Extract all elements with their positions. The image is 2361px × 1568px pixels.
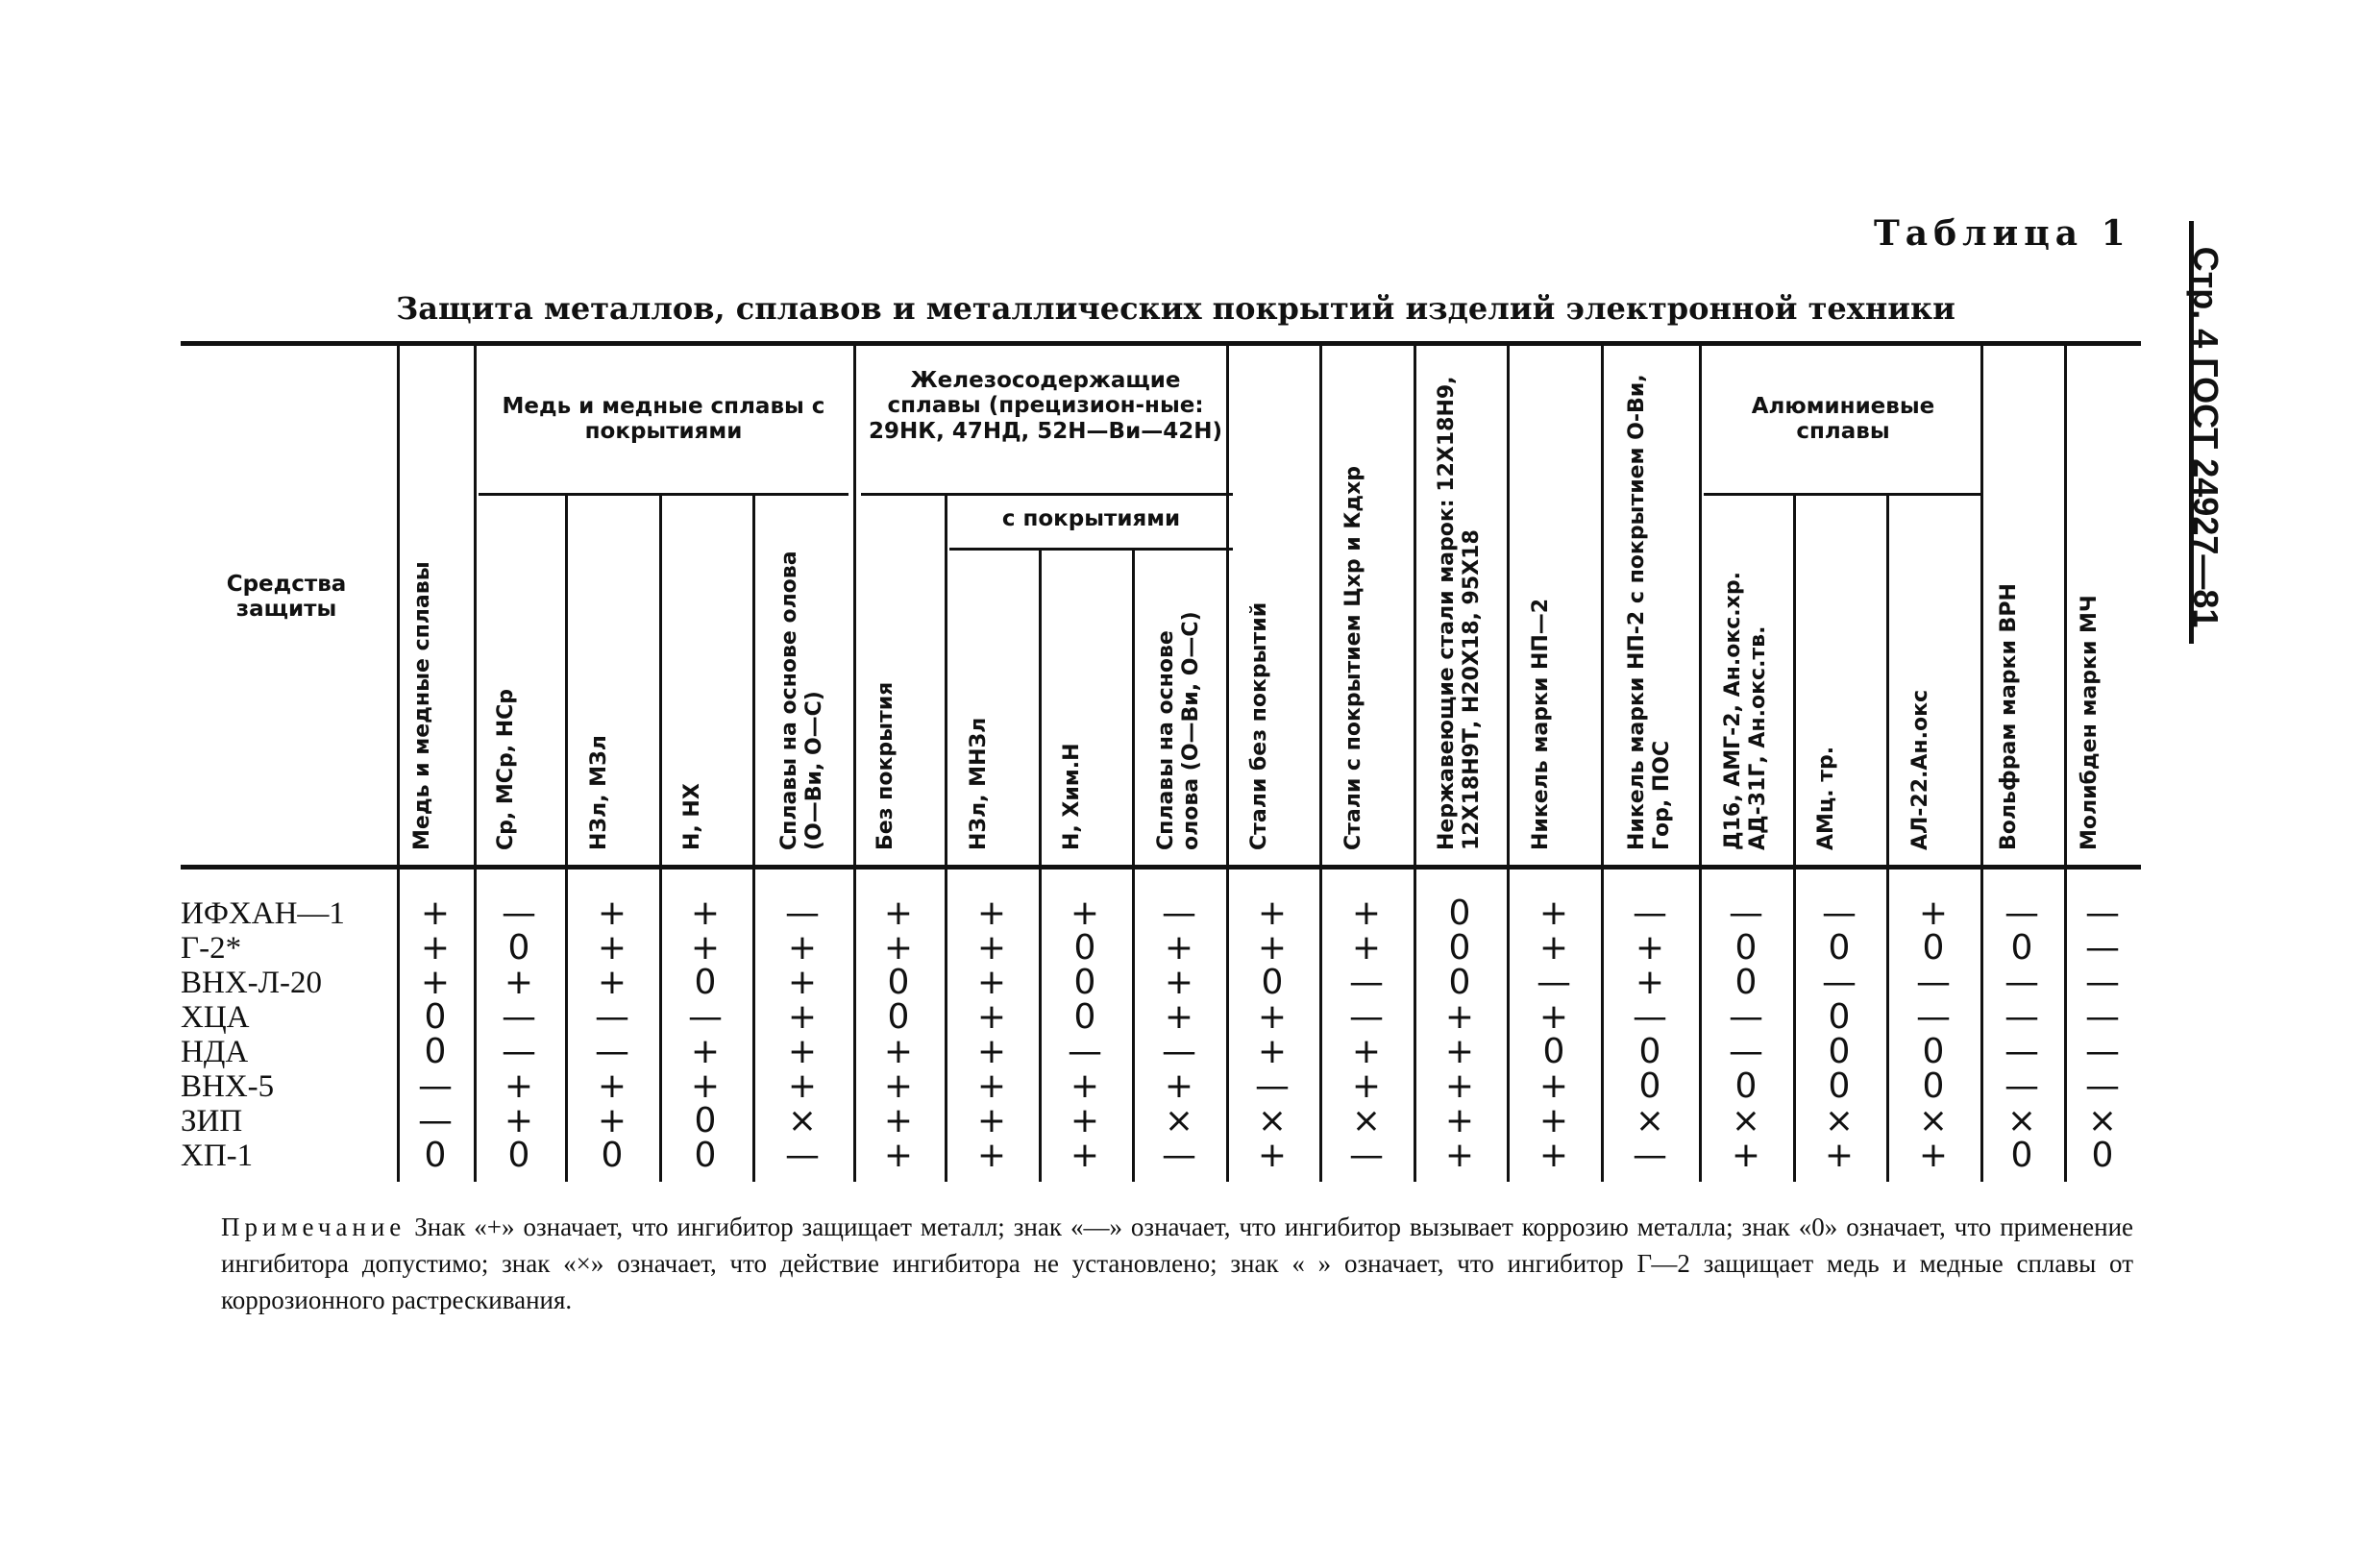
table-cell: +	[1070, 1101, 1100, 1140]
header-vline	[1886, 496, 1889, 865]
table-cell: —	[502, 894, 536, 933]
table-cell: +	[690, 894, 721, 933]
table-cell: —	[418, 1101, 453, 1140]
header-vline	[945, 496, 947, 865]
column-header-text: Молибден марки МЧ	[2078, 595, 2102, 850]
row-label: Г-2*	[181, 931, 242, 966]
column-header-text: Н, Хим.Н	[1060, 743, 1084, 850]
table-cell: +	[883, 1032, 914, 1071]
table-cell: +	[1070, 1136, 1100, 1175]
table-cell: —	[2085, 1066, 2120, 1106]
table-cell: 0	[1448, 963, 1471, 1002]
column-header-6	[860, 509, 937, 850]
header-vline	[565, 496, 568, 865]
table-cell: ×	[1731, 1101, 1761, 1140]
header-iron-group: Железосодержащие сплавы (прецизион-ные: 29НК, 47НД, 52Н—Ви—42Н)	[869, 368, 1222, 444]
table-cell: +	[1164, 928, 1194, 968]
table-cell: —	[785, 1136, 820, 1175]
header-vline	[1319, 346, 1322, 865]
table-cell: 0	[694, 1101, 717, 1140]
table-cell: 0	[424, 997, 447, 1037]
column-header-text: Сплавы на основе олова (О—Ви, О—С)	[1154, 611, 1204, 850]
table-cell: +	[1257, 997, 1288, 1037]
table-cell: —	[502, 997, 536, 1037]
table-cell: +	[1918, 894, 1949, 933]
column-header-text: Никель марки НП-2 с покрытием О-Ви, Гор, ПОС	[1625, 374, 1675, 850]
body-vline	[1319, 870, 1322, 1182]
table-cell: +	[883, 1136, 914, 1175]
table-cell: —	[1349, 997, 1384, 1037]
table-cell: 0	[887, 963, 910, 1002]
header-vline	[1132, 551, 1135, 865]
table-cell: +	[597, 963, 627, 1002]
table-cell: 0	[1073, 997, 1096, 1037]
table-cell: 0	[1261, 963, 1284, 1002]
table-cell: —	[2085, 963, 2120, 1002]
table-cell: +	[597, 928, 627, 968]
table-cell: +	[1070, 1066, 1100, 1106]
table-cell: +	[1538, 1136, 1569, 1175]
table-cell: —	[1916, 963, 1951, 1002]
table-cell: +	[976, 1101, 1007, 1140]
column-header-text: Медь и медные сплавы	[410, 561, 434, 850]
column-header-9	[1141, 562, 1217, 850]
table-cell: +	[976, 928, 1007, 968]
table-cell: +	[883, 894, 914, 933]
table-cell: +	[883, 1101, 914, 1140]
table-cell: 0	[1542, 1032, 1565, 1071]
table-cell: —	[2085, 894, 2120, 933]
table-cell: +	[504, 1066, 534, 1106]
table-title-text: Защита металлов, сплавов и металлических покрытий изделий электронной техники	[396, 290, 1955, 327]
table-cell: —	[2004, 963, 2039, 1002]
table-cell: +	[787, 1032, 818, 1071]
row-label: ХЦА	[181, 1000, 250, 1035]
column-header-1	[397, 360, 474, 850]
note-text: Знак «+» означает, что ингибитор защищает металл; знак «—» означает, что ингибитор вызывает коррозию металла; знак «0» означает, что применение ингибитора допустимо; знак «×» означает, что действие ингибитора не установлено; знак « » означает, что ингибитор Г—2 защищает медь и медные сплавы от коррозионного растрескивания.	[221, 1213, 2134, 1314]
iron-group-rule	[861, 493, 1233, 496]
row-label: ИФХАН—1	[181, 896, 345, 931]
column-header-text: АМц. тр.	[1814, 746, 1838, 850]
table-cell: +	[597, 1066, 627, 1106]
table-cell: +	[504, 963, 534, 1002]
column-header-4	[667, 509, 744, 850]
column-header-text: Без покрытия	[873, 681, 898, 850]
body-vline	[1414, 870, 1416, 1182]
table-cell: 0	[1734, 1066, 1758, 1106]
table-cell: +	[1164, 1066, 1194, 1106]
table-cell: +	[1351, 928, 1382, 968]
column-header-text: Вольфрам марки ВРН	[1997, 583, 2021, 850]
table-cell: +	[787, 963, 818, 1002]
table-title	[0, 290, 2361, 327]
table-cell: +	[1538, 997, 1569, 1037]
body-vline	[1039, 870, 1042, 1182]
table-cell: +	[1538, 928, 1569, 968]
table-cell: +	[420, 928, 451, 968]
table-cell: ×	[1635, 1101, 1665, 1140]
header-vline	[1601, 346, 1604, 865]
table-cell: 0	[601, 1136, 624, 1175]
table-cell: 0	[2010, 1136, 2033, 1175]
column-header-11	[1328, 360, 1405, 850]
table-cell: 0	[507, 1136, 530, 1175]
header-vline	[1507, 346, 1510, 865]
table-cell: +	[1731, 1136, 1761, 1175]
table-cell: +	[1444, 1066, 1475, 1106]
table-cell: —	[1068, 1032, 1102, 1071]
table-cell: 0	[2010, 928, 2033, 968]
table-cell: —	[1162, 1136, 1196, 1175]
table-cell: 0	[1638, 1032, 1661, 1071]
table-cell: —	[1255, 1066, 1290, 1106]
body-vline	[1793, 870, 1796, 1182]
table-note	[221, 1209, 2133, 1318]
column-header-text: АЛ-22.Ан.окс	[1908, 689, 1932, 850]
table-cell: +	[883, 928, 914, 968]
body-vline	[1699, 870, 1702, 1182]
table-cell: —	[2085, 1032, 2120, 1071]
table-cell: 0	[1922, 928, 1945, 968]
column-header-text: Ср, МСр, НСр	[494, 688, 518, 850]
table-cell: 0	[2091, 1136, 2114, 1175]
header-vline	[1414, 346, 1416, 865]
column-header-8	[1046, 562, 1123, 850]
table-cell: 0	[1073, 963, 1096, 1002]
table-cell: —	[2004, 894, 2039, 933]
table-cell: —	[1537, 963, 1571, 1002]
table-cell: 0	[1828, 928, 1851, 968]
table-cell: 0	[1448, 928, 1471, 968]
header-vline	[1039, 551, 1042, 865]
table-cell: 0	[694, 963, 717, 1002]
table-cell: —	[1349, 1136, 1384, 1175]
table-cell: +	[1538, 894, 1569, 933]
column-header-14	[1611, 360, 1688, 850]
table-cell: ×	[1918, 1101, 1949, 1140]
column-header-text: Нержавеющие стали марок: 12Х18Н9, 12Х18Н9Т, Н20Х18, 95Х18	[1435, 376, 1485, 850]
row-label: ЗИП	[181, 1104, 243, 1139]
column-header-17	[1895, 509, 1972, 850]
row-label: ХП-1	[181, 1139, 254, 1173]
column-header-text: Стали без покрытий	[1247, 601, 1271, 850]
table-label: Таблица 1	[1874, 213, 2131, 254]
header-vline	[1699, 346, 1702, 865]
table-cell: +	[976, 963, 1007, 1002]
table-cell: +	[1257, 928, 1288, 968]
table-cell: +	[1257, 894, 1288, 933]
table-cell: +	[1918, 1136, 1949, 1175]
table-cell: —	[2004, 1032, 2039, 1071]
table-cell: +	[1164, 997, 1194, 1037]
table-cell: +	[976, 894, 1007, 933]
note-lead: Примечание	[221, 1213, 406, 1241]
table-cell: +	[1351, 1032, 1382, 1071]
table-cell: —	[1916, 997, 1951, 1037]
body-vline	[1886, 870, 1889, 1182]
column-header-10	[1234, 360, 1311, 850]
table-cell: +	[690, 1032, 721, 1071]
table-cell: +	[597, 1101, 627, 1140]
table-cell: +	[597, 894, 627, 933]
table-cell: +	[883, 1066, 914, 1106]
table-cell: +	[504, 1101, 534, 1140]
table-cell: —	[1633, 997, 1667, 1037]
table-cell: 0	[424, 1136, 447, 1175]
column-header-5	[764, 509, 841, 850]
table-cell: —	[502, 1032, 536, 1071]
table-cell: 0	[507, 928, 530, 968]
side-page-header-text: Стр. 4 ГОСТ 24927—81	[2186, 246, 2226, 628]
table-cell: 0	[424, 1032, 447, 1071]
table-cell: —	[1349, 963, 1384, 1002]
column-header-13	[1515, 360, 1592, 850]
table-cell: 0	[1734, 963, 1758, 1002]
table-cell: 0	[1828, 1032, 1851, 1071]
header-vline	[1793, 496, 1796, 865]
header-iron-coated: с покрытиями	[1001, 506, 1181, 531]
table-cell: +	[420, 894, 451, 933]
header-vline	[659, 496, 662, 865]
table-cell: +	[1824, 1136, 1855, 1175]
header-al-group: Алюминиевые сплавы	[1751, 394, 1935, 445]
table-cell: —	[1633, 894, 1667, 933]
column-header-2	[480, 509, 557, 850]
body-vline	[1226, 870, 1229, 1182]
table-cell: 0	[1828, 997, 1851, 1037]
header-vline	[1226, 346, 1229, 865]
row-label: ВНХ-Л-20	[181, 966, 323, 1000]
table-cell: —	[1162, 1032, 1196, 1071]
table-cell: +	[976, 1066, 1007, 1106]
header-copper-group: Медь и медные сплавы с покрытиями	[502, 394, 825, 445]
protection-table	[181, 341, 2141, 1182]
table-cell: ×	[787, 1101, 818, 1140]
table-cell: 0	[1922, 1066, 1945, 1106]
table-cell: +	[1351, 1066, 1382, 1106]
column-header-7	[953, 562, 1030, 850]
table-cell: 0	[1734, 928, 1758, 968]
table-cell: 0	[1638, 1066, 1661, 1106]
column-header-text: Сплавы на основе олова (О—Ви, О—С)	[777, 551, 827, 850]
table-cell: +	[1444, 1136, 1475, 1175]
column-header-text: Никель марки НП—2	[1529, 598, 1553, 850]
row-label: ВНХ-5	[181, 1069, 275, 1104]
table-cell: +	[1635, 963, 1665, 1002]
column-header-16	[1801, 509, 1878, 850]
column-header-15	[1708, 509, 1784, 850]
column-header-12	[1421, 360, 1498, 850]
iron-coated-rule	[949, 548, 1233, 551]
table-cell: 0	[694, 1136, 717, 1175]
table-cell: +	[420, 963, 451, 1002]
table-cell: —	[1822, 963, 1857, 1002]
table-cell: +	[787, 1066, 818, 1106]
table-cell: ×	[1164, 1101, 1194, 1140]
table-cell: ×	[2087, 1101, 2118, 1140]
body-vline	[1132, 870, 1135, 1182]
table-cell: —	[595, 1032, 629, 1071]
table-cell: 0	[1828, 1066, 1851, 1106]
side-page-header	[2177, 226, 2234, 649]
table-cell: +	[787, 928, 818, 968]
column-header-text: Н, НХ	[680, 783, 704, 850]
table-cell: +	[976, 997, 1007, 1037]
table-cell: ×	[2006, 1101, 2037, 1140]
table-cell: —	[688, 997, 723, 1037]
table-cell: +	[1257, 1136, 1288, 1175]
table-cell: 0	[887, 997, 910, 1037]
header-vline	[752, 496, 755, 865]
table-cell: 0	[1448, 894, 1471, 933]
table-cell: —	[1822, 894, 1857, 933]
column-header-text: НЗл, МНЗл	[967, 717, 991, 850]
body-vline	[752, 870, 755, 1182]
table-cell: +	[787, 997, 818, 1037]
table-cell: +	[976, 1032, 1007, 1071]
body-vline	[945, 870, 947, 1182]
table-cell: +	[1070, 894, 1100, 933]
table-cell: —	[1729, 1032, 1763, 1071]
column-header-text: Стали с покрытием Цхр и Кдхр	[1341, 465, 1365, 850]
body-vline	[853, 870, 856, 1182]
table-cell: —	[1729, 894, 1763, 933]
table-cell: —	[2085, 997, 2120, 1037]
table-cell: ×	[1351, 1101, 1382, 1140]
table-cell: +	[1444, 1032, 1475, 1071]
column-header-18	[1983, 360, 2060, 850]
al-group-rule	[1704, 493, 1982, 496]
table-cell: —	[1162, 894, 1196, 933]
body-vline	[565, 870, 568, 1182]
table-cell: —	[1633, 1136, 1667, 1175]
table-cell: —	[1729, 997, 1763, 1037]
table-cell: ×	[1824, 1101, 1855, 1140]
column-header-3	[574, 509, 651, 850]
table-cell: +	[1444, 997, 1475, 1037]
body-vline	[1507, 870, 1510, 1182]
table-cell: —	[2004, 1066, 2039, 1106]
table-cell: —	[2004, 997, 2039, 1037]
header-means: Средства защиты	[226, 572, 347, 623]
table-cell: +	[1257, 1032, 1288, 1071]
table-cell: +	[1351, 894, 1382, 933]
table-cell: —	[785, 894, 820, 933]
table-cell: +	[690, 928, 721, 968]
table-cell: +	[1538, 1101, 1569, 1140]
table-cell: ×	[1257, 1101, 1288, 1140]
table-cell: +	[1635, 928, 1665, 968]
copper-group-rule	[479, 493, 848, 496]
column-header-text: НЗл, МЗл	[587, 735, 611, 850]
column-header-19	[2064, 360, 2141, 850]
table-cell: +	[1164, 963, 1194, 1002]
column-header-text: Д16, АМГ-2, Ан.окс.хр. АД-31Г, Ан.окс.тв.	[1721, 572, 1771, 850]
table-cell: —	[2085, 928, 2120, 968]
table-cell: 0	[1073, 928, 1096, 968]
table-cell: +	[976, 1136, 1007, 1175]
table-cell: +	[1444, 1101, 1475, 1140]
table-cell: 0	[1922, 1032, 1945, 1071]
body-vline	[1601, 870, 1604, 1182]
table-cell: —	[595, 997, 629, 1037]
body-vline	[659, 870, 662, 1182]
row-label: НДА	[181, 1035, 249, 1069]
table-cell: +	[1538, 1066, 1569, 1106]
body-vline	[474, 870, 477, 1182]
header-vline	[474, 346, 477, 865]
table-cell: —	[418, 1066, 453, 1106]
header-vline	[853, 346, 856, 865]
table-cell: +	[690, 1066, 721, 1106]
